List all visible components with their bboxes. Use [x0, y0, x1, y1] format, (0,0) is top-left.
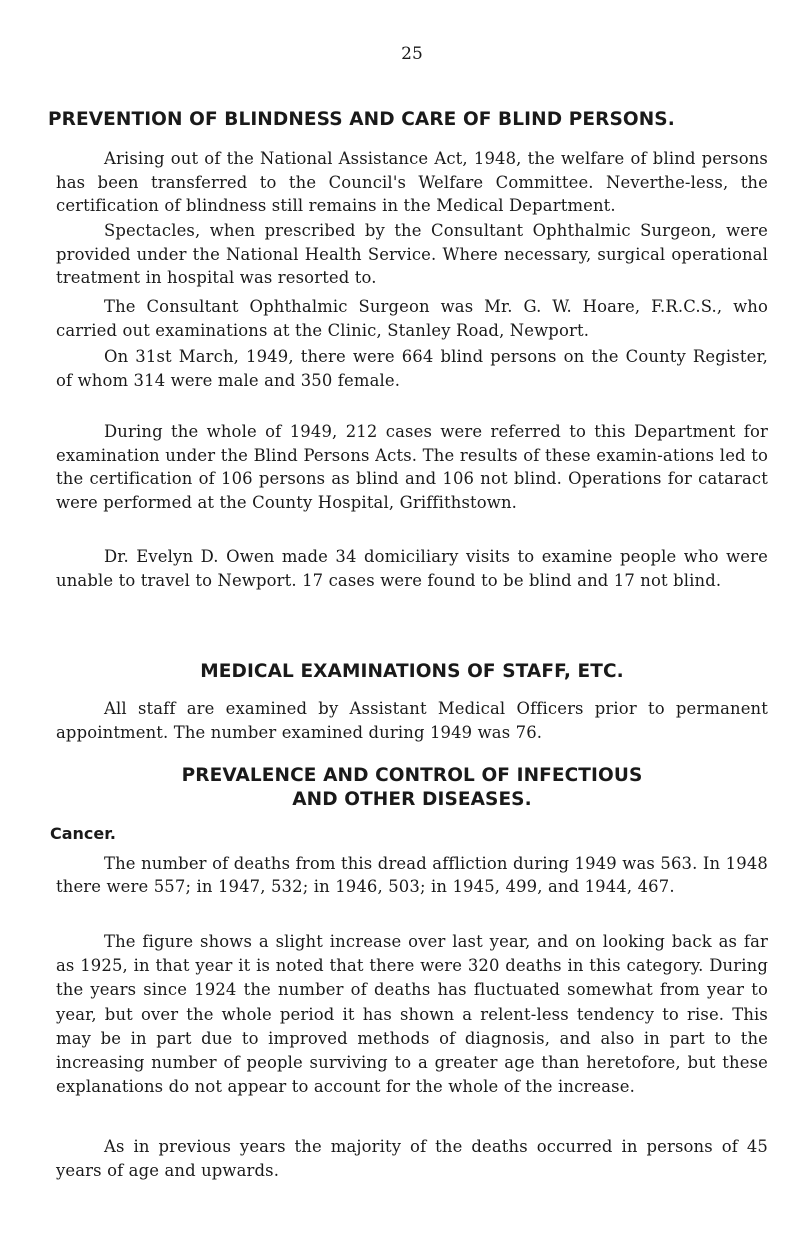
document-page [48, 0, 768, 1240]
paragraph-cases-referred: During the whole of 1949, 212 cases were referred to this Department for examination under the Blind Persons Acts. The results of these examin-ations led to the certification of 106 persons as blind and 106 not blind. Operations for cataract were performed at the County Hospital, Griffithstown. [56, 422, 768, 512]
page-number: 25 [401, 44, 423, 64]
paragraph-cancer-deaths: The number of deaths from this dread affliction during 1949 was 563. In 1948 there were 557; in 1947, 532; in 1946, 503; in 1945, 499, and 1944, 467. [56, 854, 768, 896]
paragraph-spectacles: Spectacles, when prescribed by the Consultant Ophthalmic Surgeon, were provided under the National Health Service. Where necessary, surgical operational treatment in hospital was resorted to. [56, 221, 768, 288]
subheading-cancer: Cancer. [50, 824, 116, 843]
section-title-line-1: PREVALENCE AND CONTROL OF INFECTIOUS [181, 765, 643, 786]
section-title-infectious-diseases [56, 764, 768, 812]
paragraph-consultant-surgeon: The Consultant Ophthalmic Surgeon was Mr. G. W. Hoare, F.R.C.S., who carried out examinations at the Clinic, Stanley Road, Newport. [56, 297, 768, 340]
section-title-staff-examinations: MEDICAL EXAMINATIONS OF STAFF, ETC. [200, 661, 624, 682]
section-title-blindness: PREVENTION OF BLINDNESS AND CARE OF BLIND PERSONS. [48, 109, 675, 130]
paragraph-staff-examined: All staff are examined by Assistant Medical Officers prior to permanent appointment. The number examined during 1949 was 76. [56, 699, 768, 742]
paragraph-cancer-trend: The figure shows a slight increase over last year, and on looking back as far as 1925, in that year it is noted that there were 320 deaths in this category. During the years since 1924 the number of deaths has fluctuated somewhat from year to year, but over the whole period it has shown a relent-less tendency to rise. This may be in part due to improved methods of diagnosis, and also in part to the increasing number of people surviving to a greater age than heretofore, but these explanations do not appear to account for the whole of the increase. [56, 932, 768, 1097]
paragraph-cancer-age: As in previous years the majority of the deaths occurred in persons of 45 years of age and upwards. [56, 1137, 768, 1180]
paragraph-domiciliary-visits: Dr. Evelyn D. Owen made 34 domiciliary visits to examine people who were unable to travel to Newport. 17 cases were found to be blind and 17 not blind. [56, 547, 768, 590]
section-title-line-2: AND OTHER DISEASES. [292, 789, 532, 810]
paragraph-county-register: On 31st March, 1949, there were 664 blind persons on the County Register, of whom 314 were male and 350 female. [56, 347, 768, 390]
paragraph-national-assistance-act: Arising out of the National Assistance Act, 1948, the welfare of blind persons has been transferred to the Council's Welfare Committee. Neverthe-less, the certification of blindness still remains in the Medical Department. [56, 149, 768, 216]
